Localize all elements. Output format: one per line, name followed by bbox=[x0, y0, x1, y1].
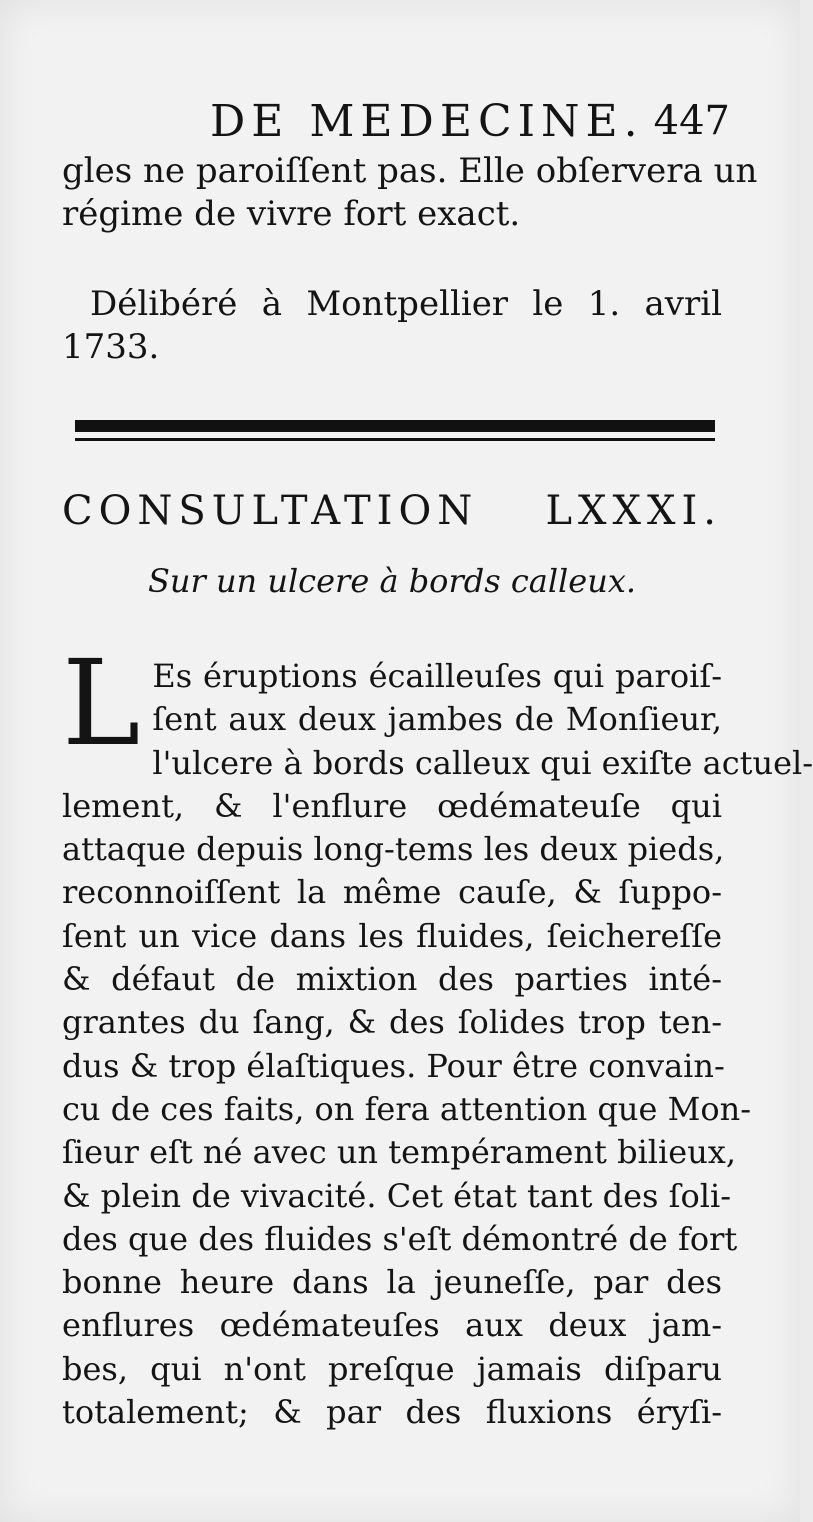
text-line: reconnoiſſent la même cauſe, & ſuppo- bbox=[62, 873, 722, 912]
text-line: cu de ces faits, on fera attention que Mon- bbox=[62, 1089, 752, 1128]
text-line: attaque depuis long-tems les deux pieds, bbox=[62, 830, 725, 869]
running-head-title: DE MEDECINE. bbox=[210, 96, 644, 147]
text-line: bonne heure dans la jeuneſſe, par des bbox=[62, 1263, 722, 1302]
text-line: & défaut de mixtion des parties inté- bbox=[62, 960, 722, 999]
text-line: lement, & l'enflure œdémateuſe qui bbox=[62, 786, 722, 825]
text-line: ſieur eſt né avec un tempérament bilieux, bbox=[62, 1133, 737, 1172]
text-line: des que des fluides s'eſt démontré de fort bbox=[62, 1219, 738, 1258]
text-line: ſent un vice dans les fluides, ſeichereſſe bbox=[62, 916, 722, 955]
date-paragraph bbox=[62, 283, 722, 369]
section-rule-thick bbox=[75, 420, 715, 432]
text-line: totalement; & par des fluxions éryſi- bbox=[62, 1393, 722, 1432]
text-line: l'ulcere à bords calleux qui exiſte actuel- bbox=[152, 743, 813, 782]
text-line: enflures œdémateuſes aux deux jam- bbox=[62, 1306, 722, 1345]
consultation-heading: CONSULTATION LXXXI. bbox=[62, 488, 722, 534]
continuation-paragraph bbox=[62, 150, 758, 236]
text-line: grantes du ſang, & des ſolides trop ten- bbox=[62, 1003, 722, 1042]
text-line: Es éruptions écailleuſes qui paroiſ- bbox=[152, 657, 722, 695]
text-line: Délibéré à Montpellier le 1. avril bbox=[90, 284, 722, 324]
body-text bbox=[62, 634, 813, 1434]
text-line: bes, qui n'ont preſque jamais diſparu bbox=[62, 1349, 722, 1388]
text-line: & plein de vivacité. Cet état tant des ſoli- bbox=[62, 1176, 732, 1215]
text-line: dus & trop élaſtiques. Pour être convain- bbox=[62, 1046, 725, 1085]
page-number: 447 bbox=[653, 98, 730, 144]
text-line: 1733. bbox=[62, 327, 160, 367]
drop-cap: L bbox=[62, 634, 141, 772]
running-head bbox=[210, 96, 730, 146]
text-line: ſent aux deux jambes de Monſieur, bbox=[152, 700, 722, 739]
text-line: régime de vivre fort exact. bbox=[62, 194, 521, 234]
consultation-subheading: Sur un ulcere à bords calleux. bbox=[147, 562, 637, 600]
section-rule-thin bbox=[75, 438, 715, 441]
text-line: gles ne paroiſſent pas. Elle obſervera un bbox=[62, 151, 758, 191]
